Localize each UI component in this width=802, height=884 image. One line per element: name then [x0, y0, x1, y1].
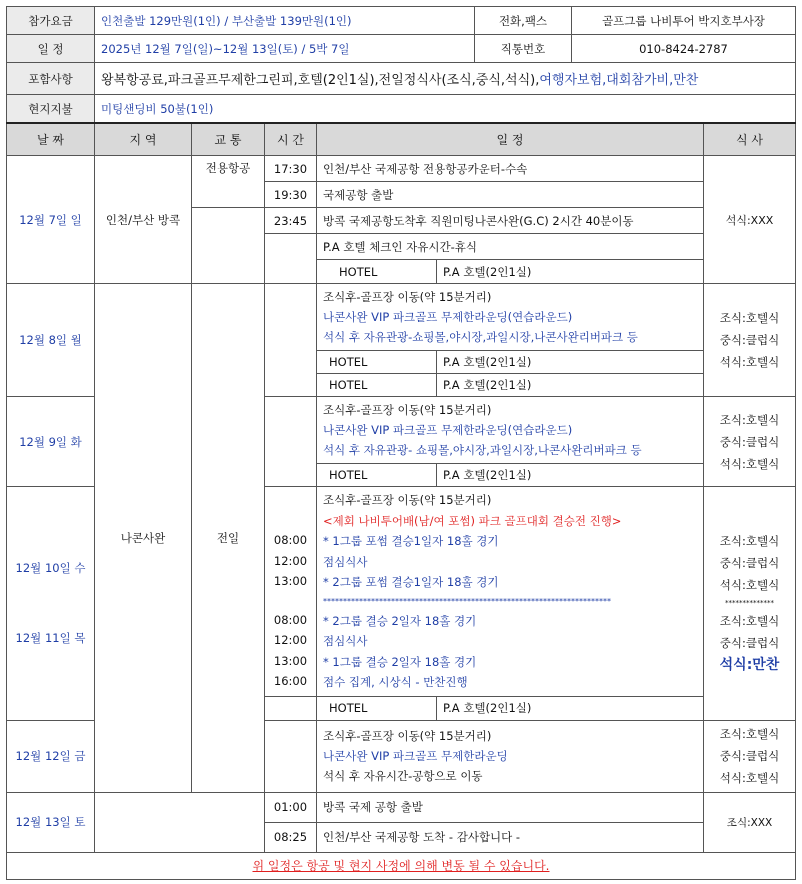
day6-line-2: 나콘사완 VIP 파크골프 무제한라운딩: [323, 749, 508, 763]
day3-meal-3: 석식:호텔식: [719, 456, 780, 471]
day2-date: 12월 8일 월: [7, 284, 95, 397]
fee-label: 참가요금: [7, 7, 95, 35]
header-region: 지 역: [95, 123, 192, 156]
day2-meal-1: 조식:호텔식: [719, 311, 780, 325]
region-main: 나콘사완: [95, 284, 192, 793]
day45-hotel-label: HOTEL: [317, 696, 437, 720]
included-label: 포함사항: [7, 63, 95, 95]
day1-date: 12월 7일 일: [7, 156, 95, 284]
day5-time-4: 16:00: [273, 674, 308, 688]
day2-hotel-label: HOTEL: [317, 351, 437, 374]
day45-schedule: [317, 487, 704, 697]
day7-item-1: 방콕 국제 공항 출발: [317, 792, 704, 822]
day1-hotel-label: HOTEL: [317, 260, 437, 284]
day6-line-1: 조식후-골프장 이동(약 15분거리): [323, 729, 492, 743]
contact-label: 전화,팩스: [475, 7, 572, 35]
day45-hotel-value: P.A 호텔(2인1실): [437, 696, 704, 720]
meal-divider: **************: [725, 599, 774, 608]
day3-date: 12월 9일 화: [7, 397, 95, 487]
day4-meal-3: 석식:호텔식: [719, 578, 780, 593]
day2-line-1: 조식후-골프장 이동(약 15분거리): [323, 290, 492, 304]
day3-meals: [704, 397, 796, 487]
header-schedule: 일 정: [317, 123, 704, 156]
day1-time-2: 19:30: [265, 182, 317, 208]
included-extra: 여행자보험,대회참가비,만찬: [539, 73, 699, 88]
day1-hotel-value: P.A 호텔(2인1실): [437, 260, 704, 284]
day4-line-1: * 1그룹 포썸 결승1일자 18홀 경기: [323, 534, 499, 548]
day5-line-3: * 1그룹 결승 2일자 18홀 경기: [323, 654, 477, 669]
day7-meal: 조식:XXX: [704, 792, 796, 852]
header-meal: 식 사: [704, 123, 796, 156]
day1-time-blank: [265, 234, 317, 284]
local-value: 미팅샌딩비 50불(1인): [95, 95, 796, 123]
day45-divider: ************************************************************************: [323, 596, 611, 606]
day2-meal-2: 중식:클럽식: [719, 333, 780, 347]
phone-label: 직통번호: [475, 35, 572, 63]
day3-line-1: 조식후-골프장 이동(약 15분거리): [323, 403, 492, 417]
day2-time-blank: [265, 284, 317, 397]
day2-hotel2-value: P.A 호텔(2인1실): [437, 374, 704, 397]
phone-value: 010-8424-2787: [572, 35, 796, 63]
day1-item-3: 방콕 국제공항도착후 직원미팅나콘사완(G.C) 2시간 40분이동: [317, 208, 704, 234]
day45-hotel-time-blank: [265, 696, 317, 720]
schedule-table: [6, 122, 796, 793]
day4-time-2: 12:00: [273, 553, 308, 568]
day4-time-3: 13:00: [273, 574, 308, 588]
day4-line-2: 점심식사: [323, 554, 368, 569]
day5-meal-dinner: 석식:만찬: [719, 657, 780, 674]
day6-meal-1: 조식:호텔식: [719, 727, 780, 741]
schedule-label: 일 정: [7, 35, 95, 63]
day5-meal-2: 중식:클럽식: [719, 636, 780, 651]
day7-region-blank: [95, 792, 265, 852]
day2-hotel2-label: HOTEL: [317, 374, 437, 397]
day1-item-1: 인천/부산 국제공항 전용항공카운터-수속: [317, 156, 704, 182]
contact-value: 골프그룹 나비투어 박지호부사장: [572, 7, 796, 35]
header-date: 날 짜: [7, 123, 95, 156]
day5-line-2: 점심식사: [323, 634, 368, 648]
schedule-table-end: [6, 792, 796, 853]
local-label: 현지지불: [7, 95, 95, 123]
day6-line-3: 석식 후 자유시간-공항으로 이동: [323, 769, 483, 783]
included-main: 왕복항공료,파크골프무제한그린피,호텔(2인1실),전일정식사(조식,중식,석식),: [101, 73, 540, 88]
day5-date: 12월 11일 목: [15, 631, 86, 646]
itinerary-document: [6, 6, 796, 880]
day5-time-1: 08:00: [273, 612, 308, 627]
header-transport: 교 통: [192, 123, 265, 156]
day4-meal-2: 중식:클럽식: [719, 556, 780, 571]
day6-date: 12월 12일 금: [7, 720, 95, 792]
header-time: 시 간: [265, 123, 317, 156]
day6-meals: [704, 720, 796, 792]
day6-meal-3: 석식:호텔식: [719, 771, 780, 785]
day5-meal-1: 조식:호텔식: [719, 614, 780, 629]
day3-meal-2: 중식:클럽식: [719, 434, 780, 449]
day45-dates: [7, 487, 95, 721]
day3-hotel-value: P.A 호텔(2인1실): [437, 464, 704, 487]
day7-item-2: 인천/부산 국제공항 도착 - 감사합니다 -: [317, 822, 704, 852]
day1-time-3: 23:45: [265, 208, 317, 234]
day3-line-3: 석식 후 자유관광- 쇼핑몰,야시장,과일시장,나콘사완리버파크 등: [323, 443, 642, 457]
day2-line-2: 나콘사완 VIP 파크골프 무제한라운딩(연습라운드): [323, 310, 573, 324]
day2-schedule: [317, 284, 704, 351]
day4-line-3: * 2그룹 포썸 결승1일자 18홀 경기: [323, 575, 499, 589]
day2-line-3: 석식 후 자유관광-쇼핑몰,야시장,과일시장,나콘사완리버파크 등: [323, 330, 638, 344]
schedule-value: 2025년 12월 7일(일)~12월 13일(토) / 5박 7일: [95, 35, 475, 63]
day2-meals: [704, 284, 796, 397]
day1-meal: 석식:XXX: [704, 156, 796, 284]
day45-times: [265, 487, 317, 697]
day3-line-2: 나콘사완 VIP 파크골프 무제한라운딩(연습라운드): [323, 423, 573, 437]
day1-transport: 전용항공: [192, 156, 265, 208]
day45-line-1: 조식후-골프장 이동(약 15분거리): [323, 493, 492, 507]
day6-schedule: [317, 720, 704, 792]
transport-main: 전일: [192, 284, 265, 793]
day7-time-1: 01:00: [265, 792, 317, 822]
day5-time-2: 12:00: [273, 633, 308, 647]
day3-schedule: [317, 397, 704, 464]
day7-time-2: 08:25: [265, 822, 317, 852]
day5-time-3: 13:00: [273, 653, 308, 668]
day7-date: 12월 13일 토: [7, 792, 95, 852]
day1-region: 인천/부산 방콕: [95, 156, 192, 284]
day1-item-2: 국제공항 출발: [317, 182, 704, 208]
fee-value: 인천출발 129만원(1인) / 부산출발 139만원(1인): [95, 7, 475, 35]
day3-meal-1: 조식:호텔식: [719, 412, 780, 427]
day4-time-1: 08:00: [273, 533, 308, 547]
day5-line-4: 점수 집계, 시상식 - 만찬진행: [323, 675, 468, 689]
day3-time-blank: [265, 397, 317, 487]
day45-meals: [704, 487, 796, 721]
day3-hotel-label: HOTEL: [317, 464, 437, 487]
day6-time-blank: [265, 720, 317, 792]
day5-line-1: * 2그룹 결승 2일자 18홀 경기: [323, 613, 477, 628]
day1-time-1: 17:30: [265, 156, 317, 182]
day45-line-2: <제회 나비투어배(남/여 포썸) 파크 골프대회 결승전 진행>: [323, 513, 622, 528]
day1-transport-blank: [192, 208, 265, 284]
day6-meal-2: 중식:클럽식: [719, 749, 780, 763]
info-table: [6, 6, 796, 123]
day2-hotel-value: P.A 호텔(2인1실): [437, 351, 704, 374]
day4-meal-1: 조식:호텔식: [719, 534, 780, 549]
day1-item-4: P.A 호텔 체크인 자유시간-휴식: [317, 234, 704, 260]
included-value: [95, 63, 796, 95]
footer-note: [6, 853, 796, 880]
day4-date: 12월 10일 수: [15, 561, 86, 576]
day2-meal-3: 석식:호텔식: [719, 355, 780, 369]
footer-text: 위 일정은 항공 및 현지 사정에 의해 변동 될 수 있습니다.: [252, 858, 550, 873]
